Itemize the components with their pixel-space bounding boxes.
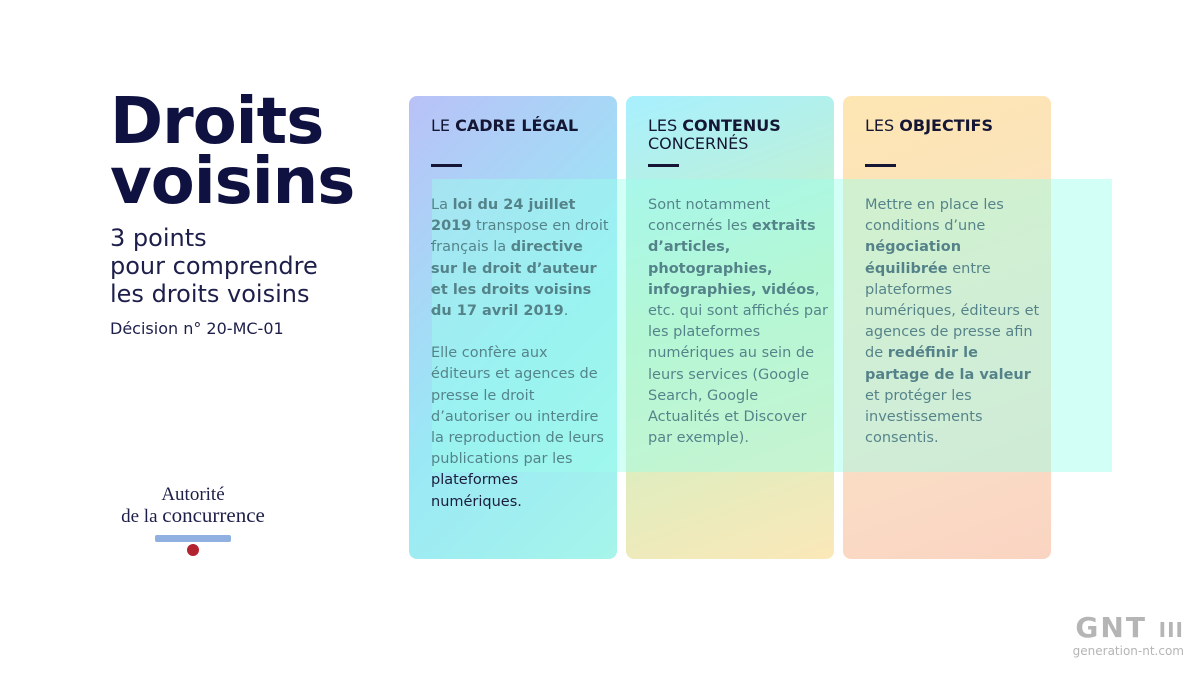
card-heading [431, 117, 578, 135]
bold-text: négociation équilibrée [865, 239, 962, 277]
card-divider [648, 164, 679, 167]
logo-blue-bar [155, 535, 231, 542]
subtitle-line-1: 3 points [110, 224, 207, 252]
card-divider [431, 164, 462, 167]
logo-line-2b: concurrence [162, 503, 265, 527]
logo-line-1: Autorité [161, 484, 225, 505]
decision-reference: Décision n° 20-MC-01 [110, 319, 284, 338]
page-title [110, 85, 355, 219]
card-heading-pre: LES [648, 116, 683, 135]
logo-line-2a: de la [121, 506, 163, 527]
bold-text: directive sur le droit d’auteur et les droits voisins du 17 avril 2019 [431, 239, 597, 320]
text-run: , etc. qui sont affichés par les plateformes numériques au sein de leurs services (Google Search, Google Actualités et Discover par exemple). [648, 281, 828, 447]
page-subtitle [110, 224, 318, 308]
card-heading-bold: CONTENUS [682, 116, 781, 135]
bold-text: extraits d’articles, photographies, infographies, vidéos [648, 218, 816, 298]
card-divider [865, 164, 896, 167]
autorite-logo [108, 484, 278, 556]
translucent-overlay-band [432, 179, 1112, 472]
bold-text: loi du 24 juillet 2019 [431, 197, 576, 235]
watermark-site: generation-nt.com [1072, 644, 1184, 658]
subtitle-line-3: les droits voisins [110, 280, 310, 308]
text-run: Mettre en place les conditions d’une [865, 197, 1004, 235]
card-heading [865, 117, 993, 135]
card-heading-pre: LES [865, 116, 900, 135]
text-run: . [563, 303, 569, 320]
card-heading [648, 117, 781, 153]
text-run: entre plateformes numériques, éditeurs et agences de presse afin de [865, 260, 1040, 362]
subtitle-line-2: pour comprendre [110, 252, 318, 280]
card-heading-bold: CADRE LÉGAL [455, 116, 579, 135]
title-line-1: Droits [110, 85, 324, 159]
text-run: Elle confère aux éditeurs et agences de presse le droit d’autoriser ou interdire la reproduction de leurs publications par les plateformes numériques. [431, 345, 604, 510]
card-heading-bold: OBJECTIFS [899, 116, 994, 135]
text-run: Sont notamment concernés les [648, 197, 771, 235]
bold-text: redéfinir le partage de la valeur [865, 345, 1031, 383]
card-heading-pre: LE [431, 116, 456, 135]
logo-red-dot [187, 544, 199, 556]
watermark-brand [1073, 611, 1184, 644]
text-run: La [431, 197, 453, 213]
card-heading-post: CONCERNÉS [648, 134, 749, 153]
watermark-bars-icon: III [1158, 618, 1184, 642]
gnt-watermark [1072, 611, 1184, 658]
text-run: transpose en droit français la [431, 218, 609, 256]
watermark-brand-text: GNT [1075, 611, 1147, 644]
logo-line-2 [108, 505, 278, 527]
text-run: et protéger les investissements consentis. [865, 387, 983, 447]
title-line-2: voisins [110, 145, 355, 219]
